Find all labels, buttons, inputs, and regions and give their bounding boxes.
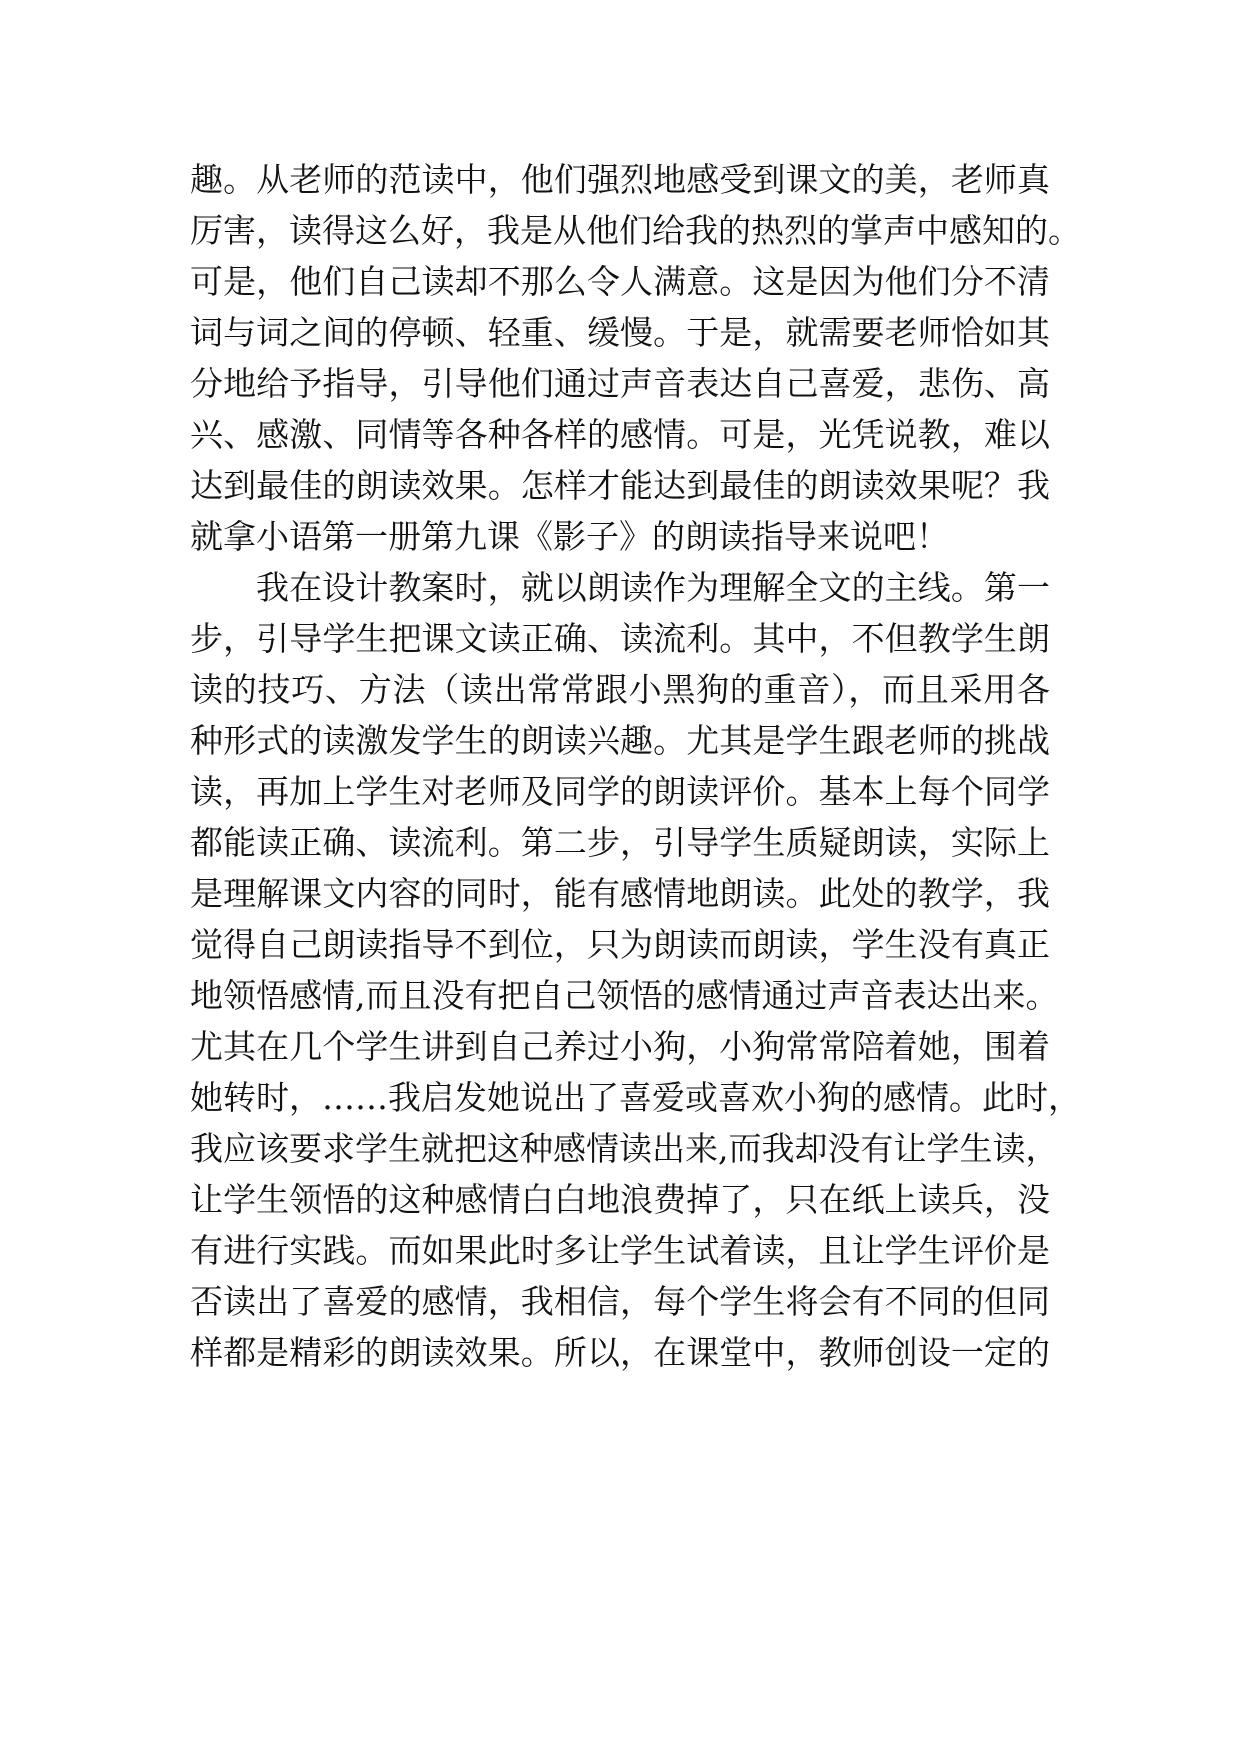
paragraph-2	[190, 562, 1081, 1378]
text-line: 可是，他们自己读却不那么令人满意。这是因为他们分不清	[190, 262, 1050, 301]
text-line: 读，再加上学生对老师及同学的朗读评价。基本上每个同学	[190, 772, 1050, 811]
text-line: 尤其在几个学生讲到自己养过小狗，小狗常常陪着她，围着	[190, 1027, 1050, 1066]
text-line: 达到最佳的朗读效果。怎样才能达到最佳的朗读效果呢？我	[190, 466, 1050, 505]
text-line: 词与词之间的停顿、轻重、缓慢。于是，就需要老师恰如其	[190, 313, 1050, 352]
text-line: 读的技巧、方法（读出常常跟小黑狗的重音），而且采用各	[190, 670, 1050, 709]
paragraph-1	[190, 154, 1081, 562]
text-line: 有进行实践。而如果此时多让学生试着读，且让学生评价是	[190, 1231, 1050, 1270]
text-line: 我应该要求学生就把这种感情读出来,而我却没有让学生读，	[190, 1129, 1059, 1168]
text-line: 趣。从老师的范读中，他们强烈地感受到课文的美，老师真	[190, 160, 1050, 199]
text-line: 让学生领悟的这种感情白白地浪费掉了，只在纸上读兵，没	[190, 1180, 1050, 1219]
text-line: 种形式的读激发学生的朗读兴趣。尤其是学生跟老师的挑战	[190, 721, 1050, 760]
text-line: 我在设计教案时，就以朗读作为理解全文的主线。第一	[256, 568, 1050, 607]
text-line: 否读出了喜爱的感情，我相信，每个学生将会有不同的但同	[190, 1282, 1050, 1321]
text-line: 就拿小语第一册第九课《影子》的朗读指导来说吧！	[190, 517, 949, 556]
body-text	[190, 154, 1081, 1378]
text-line: 兴、感激、同情等各种各样的感情。可是，光凭说教，难以	[190, 415, 1050, 454]
text-line: 她转时，……我启发她说出了喜爱或喜欢小狗的感情。此时，	[190, 1078, 1081, 1117]
text-line: 觉得自己朗读指导不到位，只为朗读而朗读，学生没有真正	[190, 925, 1050, 964]
text-line: 地领悟感情,而且没有把自己领悟的感情通过声音表达出来。	[190, 976, 1059, 1015]
text-line: 都能读正确、读流利。第二步，引导学生质疑朗读，实际上	[190, 823, 1050, 862]
text-line: 分地给予指导，引导他们通过声音表达自己喜爱，悲伤、高	[190, 364, 1050, 403]
text-line: 是理解课文内容的同时，能有感情地朗读。此处的教学，我	[190, 874, 1050, 913]
text-line: 步，引导学生把课文读正确、读流利。其中，不但教学生朗	[190, 619, 1050, 658]
text-line: 厉害，读得这么好，我是从他们给我的热烈的掌声中感知的。	[190, 211, 1081, 250]
text-line: 样都是精彩的朗读效果。所以，在课堂中，教师创设一定的	[190, 1333, 1050, 1372]
